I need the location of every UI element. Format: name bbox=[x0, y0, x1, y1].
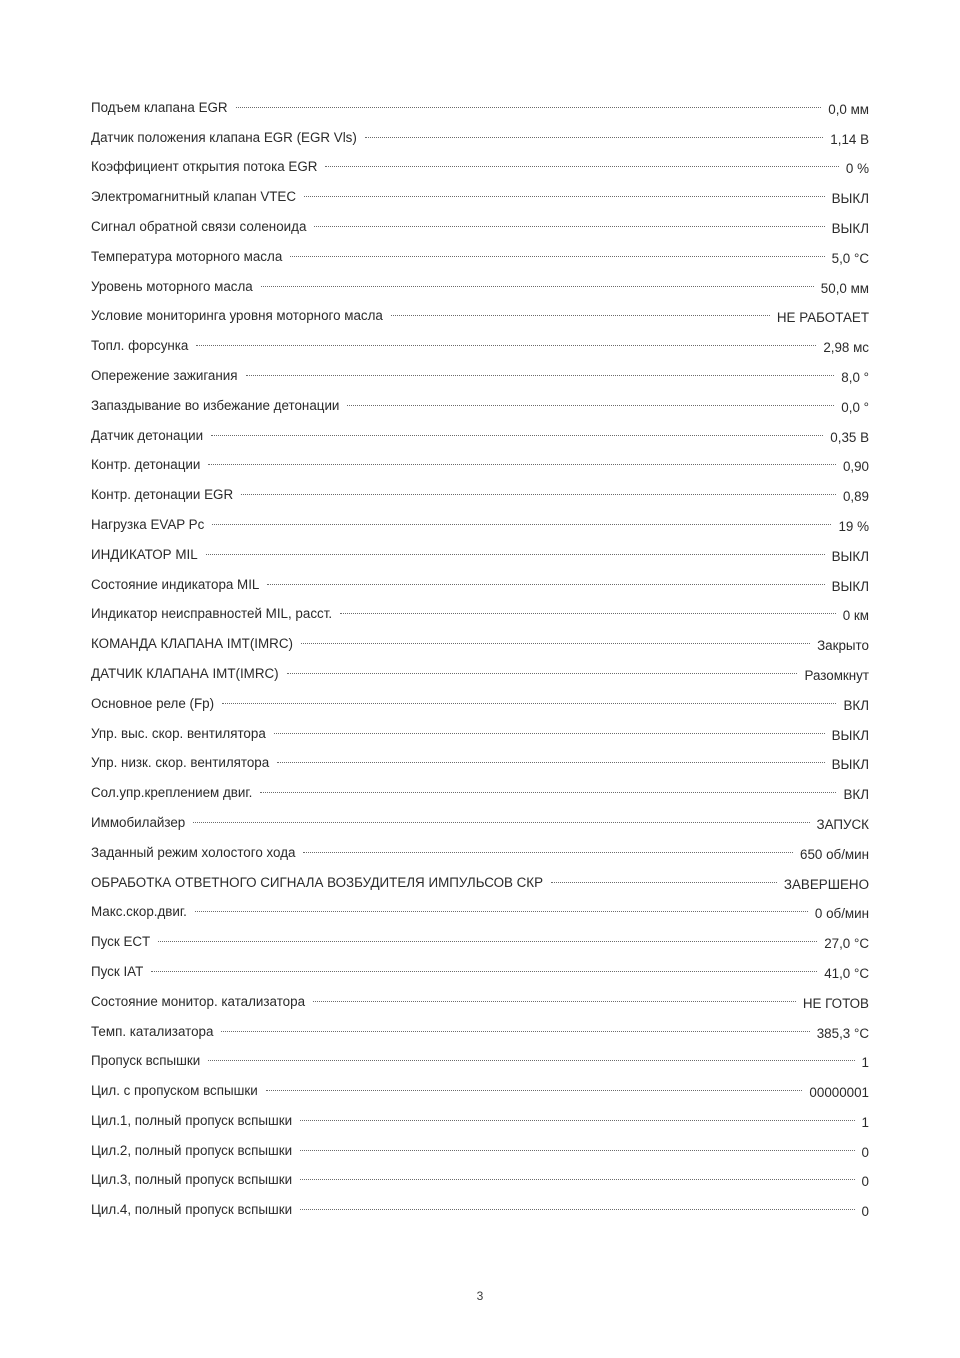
dot-leader bbox=[151, 971, 817, 972]
dot-leader bbox=[304, 196, 825, 197]
dot-leader bbox=[212, 524, 831, 525]
parameter-value: 0 об/мин bbox=[814, 906, 869, 922]
parameter-row bbox=[91, 953, 869, 983]
parameter-value: 1,14 В bbox=[830, 131, 869, 147]
parameter-label: Индикатор неисправностей MIL, расст. bbox=[91, 606, 333, 622]
parameter-value: 1 bbox=[861, 1055, 869, 1071]
parameter-label: Цил. с пропуском вспышки bbox=[91, 1083, 258, 1099]
dot-leader bbox=[267, 584, 824, 585]
dot-leader bbox=[365, 137, 823, 138]
parameter-row bbox=[91, 894, 869, 924]
parameter-row bbox=[91, 715, 869, 745]
dot-leader bbox=[246, 375, 835, 376]
parameter-label: Запаздывание во избежание детонации bbox=[91, 397, 340, 413]
parameter-label: Цил.3, полный пропуск вспышки bbox=[91, 1172, 293, 1188]
dot-leader bbox=[551, 882, 777, 883]
parameter-value: ЗАВЕРШЕНО bbox=[783, 876, 869, 892]
dot-leader bbox=[193, 822, 809, 823]
parameter-label: Пуск IAT bbox=[91, 963, 144, 979]
parameter-row bbox=[91, 268, 869, 298]
parameter-row bbox=[91, 506, 869, 536]
parameter-label: Коэффициент открытия потока EGR bbox=[91, 159, 318, 175]
parameter-value: 8,0 ° bbox=[841, 369, 869, 385]
dot-leader bbox=[300, 1150, 854, 1151]
parameter-value: ВКЛ bbox=[843, 697, 869, 713]
parameter-label: Контр. детонации EGR bbox=[91, 487, 234, 503]
dot-leader bbox=[277, 762, 824, 763]
dot-leader bbox=[158, 941, 817, 942]
parameter-label: ИНДИКАТОР MIL bbox=[91, 546, 198, 562]
dot-leader bbox=[260, 792, 836, 793]
parameter-value: ВЫКЛ bbox=[831, 757, 869, 773]
parameter-value: 19 % bbox=[838, 518, 869, 534]
parameter-row bbox=[91, 1132, 869, 1162]
parameter-label: Топл. форсунка bbox=[91, 338, 189, 354]
dot-leader bbox=[314, 226, 824, 227]
parameter-label: Контр. детонации bbox=[91, 457, 201, 473]
parameter-label: Датчик положения клапана EGR (EGR Vls) bbox=[91, 129, 357, 145]
parameter-row bbox=[91, 923, 869, 953]
parameter-row bbox=[91, 655, 869, 685]
dot-leader bbox=[313, 1001, 796, 1002]
parameter-row bbox=[91, 745, 869, 775]
parameter-row bbox=[91, 327, 869, 357]
parameter-label: Иммобилайзер bbox=[91, 814, 186, 830]
parameter-label: Подъем клапана EGR bbox=[91, 99, 228, 115]
parameter-value: 27,0 °C bbox=[824, 936, 869, 952]
parameter-label: Пуск ECT bbox=[91, 934, 151, 950]
parameter-row bbox=[91, 983, 869, 1013]
dot-leader bbox=[261, 286, 814, 287]
parameter-value: НЕ ГОТОВ bbox=[802, 995, 869, 1011]
dot-leader bbox=[206, 554, 825, 555]
parameter-row bbox=[91, 1043, 869, 1073]
parameter-label: Макс.скор.двиг. bbox=[91, 904, 187, 920]
parameter-row bbox=[91, 149, 869, 179]
parameter-label: Состояние индикатора MIL bbox=[91, 576, 260, 592]
parameter-value: ВКЛ bbox=[843, 787, 869, 803]
parameter-label: Заданный режим холостого хода bbox=[91, 844, 296, 860]
parameter-label: Сигнал обратной связи соленоида bbox=[91, 218, 307, 234]
parameter-row bbox=[91, 1072, 869, 1102]
parameter-row bbox=[91, 1102, 869, 1132]
parameter-row bbox=[91, 447, 869, 477]
dot-leader bbox=[274, 733, 825, 734]
parameter-row bbox=[91, 1013, 869, 1043]
parameter-row bbox=[91, 1191, 869, 1221]
parameter-value: 0,0 ° bbox=[841, 399, 869, 415]
parameter-value: 650 об/мин bbox=[800, 846, 869, 862]
dot-leader bbox=[303, 852, 793, 853]
dot-leader bbox=[287, 673, 798, 674]
dot-leader bbox=[290, 256, 824, 257]
parameter-row bbox=[91, 357, 869, 387]
parameter-value: 41,0 °C bbox=[824, 965, 869, 981]
parameter-label: Цил.2, полный пропуск вспышки bbox=[91, 1142, 293, 1158]
parameter-value: ВЫКЛ bbox=[831, 191, 869, 207]
parameter-row bbox=[91, 864, 869, 894]
parameter-value: 00000001 bbox=[809, 1085, 869, 1101]
parameter-label: Опережение зажигания bbox=[91, 367, 238, 383]
parameter-value: 0,89 bbox=[842, 489, 869, 505]
parameter-label: Сол.упр.креплением двиг. bbox=[91, 785, 253, 801]
parameter-value: 50,0 мм bbox=[820, 280, 869, 296]
parameter-row bbox=[91, 1162, 869, 1192]
dot-leader bbox=[347, 405, 834, 406]
parameter-value: 0 bbox=[861, 1174, 869, 1190]
parameter-row bbox=[91, 238, 869, 268]
parameter-label: Темп. катализатора bbox=[91, 1023, 214, 1039]
parameter-value: 0,0 мм bbox=[828, 101, 869, 117]
parameter-value: 2,98 мс bbox=[823, 340, 869, 356]
parameter-row bbox=[91, 596, 869, 626]
parameter-row bbox=[91, 387, 869, 417]
parameter-value: 0 % bbox=[845, 161, 869, 177]
parameter-row bbox=[91, 119, 869, 149]
parameter-label: Цил.4, полный пропуск вспышки bbox=[91, 1202, 293, 1218]
dot-leader bbox=[325, 166, 839, 167]
dot-leader bbox=[340, 613, 836, 614]
parameter-label: Пропуск вспышки bbox=[91, 1053, 201, 1069]
parameter-value: ВЫКЛ bbox=[831, 727, 869, 743]
parameter-label: Упр. низк. скор. вентилятора bbox=[91, 755, 270, 771]
parameter-label: ОБРАБОТКА ОТВЕТНОГО СИГНАЛА ВОЗБУДИТЕЛЯ ИМПУЛЬСОВ СКР bbox=[91, 874, 544, 890]
dot-leader bbox=[222, 703, 836, 704]
parameter-value: ЗАПУСК bbox=[816, 816, 869, 832]
parameter-row bbox=[91, 566, 869, 596]
parameter-row bbox=[91, 298, 869, 328]
parameter-value: 1 bbox=[861, 1114, 869, 1130]
dot-leader bbox=[300, 1179, 854, 1180]
parameter-value: НЕ РАБОТАЕТ bbox=[776, 310, 869, 326]
parameter-label: Электромагнитный клапан VTEC bbox=[91, 189, 297, 205]
parameter-label: КОМАНДА КЛАПАНА IMT(IMRC) bbox=[91, 636, 293, 652]
dot-leader bbox=[236, 107, 822, 108]
parameter-row bbox=[91, 625, 869, 655]
parameter-value: ВЫКЛ bbox=[831, 578, 869, 594]
parameter-label: Состояние монитор. катализатора bbox=[91, 993, 306, 1009]
dot-leader bbox=[391, 315, 770, 316]
dot-leader bbox=[266, 1090, 803, 1091]
parameter-value: Закрыто bbox=[817, 638, 869, 654]
parameter-row bbox=[91, 685, 869, 715]
parameter-value: ВЫКЛ bbox=[831, 220, 869, 236]
parameter-row bbox=[91, 834, 869, 864]
parameter-value: 0,90 bbox=[842, 459, 869, 475]
parameter-row bbox=[91, 774, 869, 804]
parameter-label: Условие мониторинга уровня моторного масла bbox=[91, 308, 383, 324]
parameter-row bbox=[91, 536, 869, 566]
dot-leader bbox=[208, 1060, 854, 1061]
parameter-row bbox=[91, 208, 869, 238]
parameter-value: ВЫКЛ bbox=[831, 548, 869, 564]
parameter-value: 0 bbox=[861, 1144, 869, 1160]
parameter-label: Температура моторного масла bbox=[91, 248, 283, 264]
parameter-row bbox=[91, 804, 869, 834]
parameter-value: 385,3 °C bbox=[816, 1025, 869, 1041]
dot-leader bbox=[221, 1031, 809, 1032]
dot-leader bbox=[301, 643, 810, 644]
parameter-label: Датчик детонации bbox=[91, 427, 204, 443]
dot-leader bbox=[211, 435, 823, 436]
parameter-value: 0 bbox=[861, 1204, 869, 1220]
parameter-value: 0,35 В bbox=[830, 429, 869, 445]
parameter-value: 0 км bbox=[842, 608, 869, 624]
dot-leader bbox=[300, 1209, 854, 1210]
dot-leader bbox=[241, 494, 836, 495]
parameter-label: ДАТЧИК КЛАПАНА IMT(IMRC) bbox=[91, 665, 279, 681]
parameter-label: Цил.1, полный пропуск вспышки bbox=[91, 1112, 293, 1128]
parameter-value: Разомкнут bbox=[804, 667, 869, 683]
parameter-label: Нагрузка EVAP Pc bbox=[91, 516, 205, 532]
parameter-row bbox=[91, 417, 869, 447]
dot-leader bbox=[300, 1120, 854, 1121]
dot-leader bbox=[195, 911, 808, 912]
parameter-row bbox=[91, 178, 869, 208]
parameter-value: 5,0 °C bbox=[831, 250, 869, 266]
parameter-label: Уровень моторного масла bbox=[91, 278, 253, 294]
parameter-label: Основное реле (Fp) bbox=[91, 695, 215, 711]
dot-leader bbox=[208, 464, 836, 465]
parameter-list bbox=[91, 89, 869, 1221]
parameter-row bbox=[91, 89, 869, 119]
parameter-label: Упр. выс. скор. вентилятора bbox=[91, 725, 266, 741]
dot-leader bbox=[196, 345, 816, 346]
parameter-row bbox=[91, 476, 869, 506]
page-number: 3 bbox=[476, 1289, 484, 1303]
